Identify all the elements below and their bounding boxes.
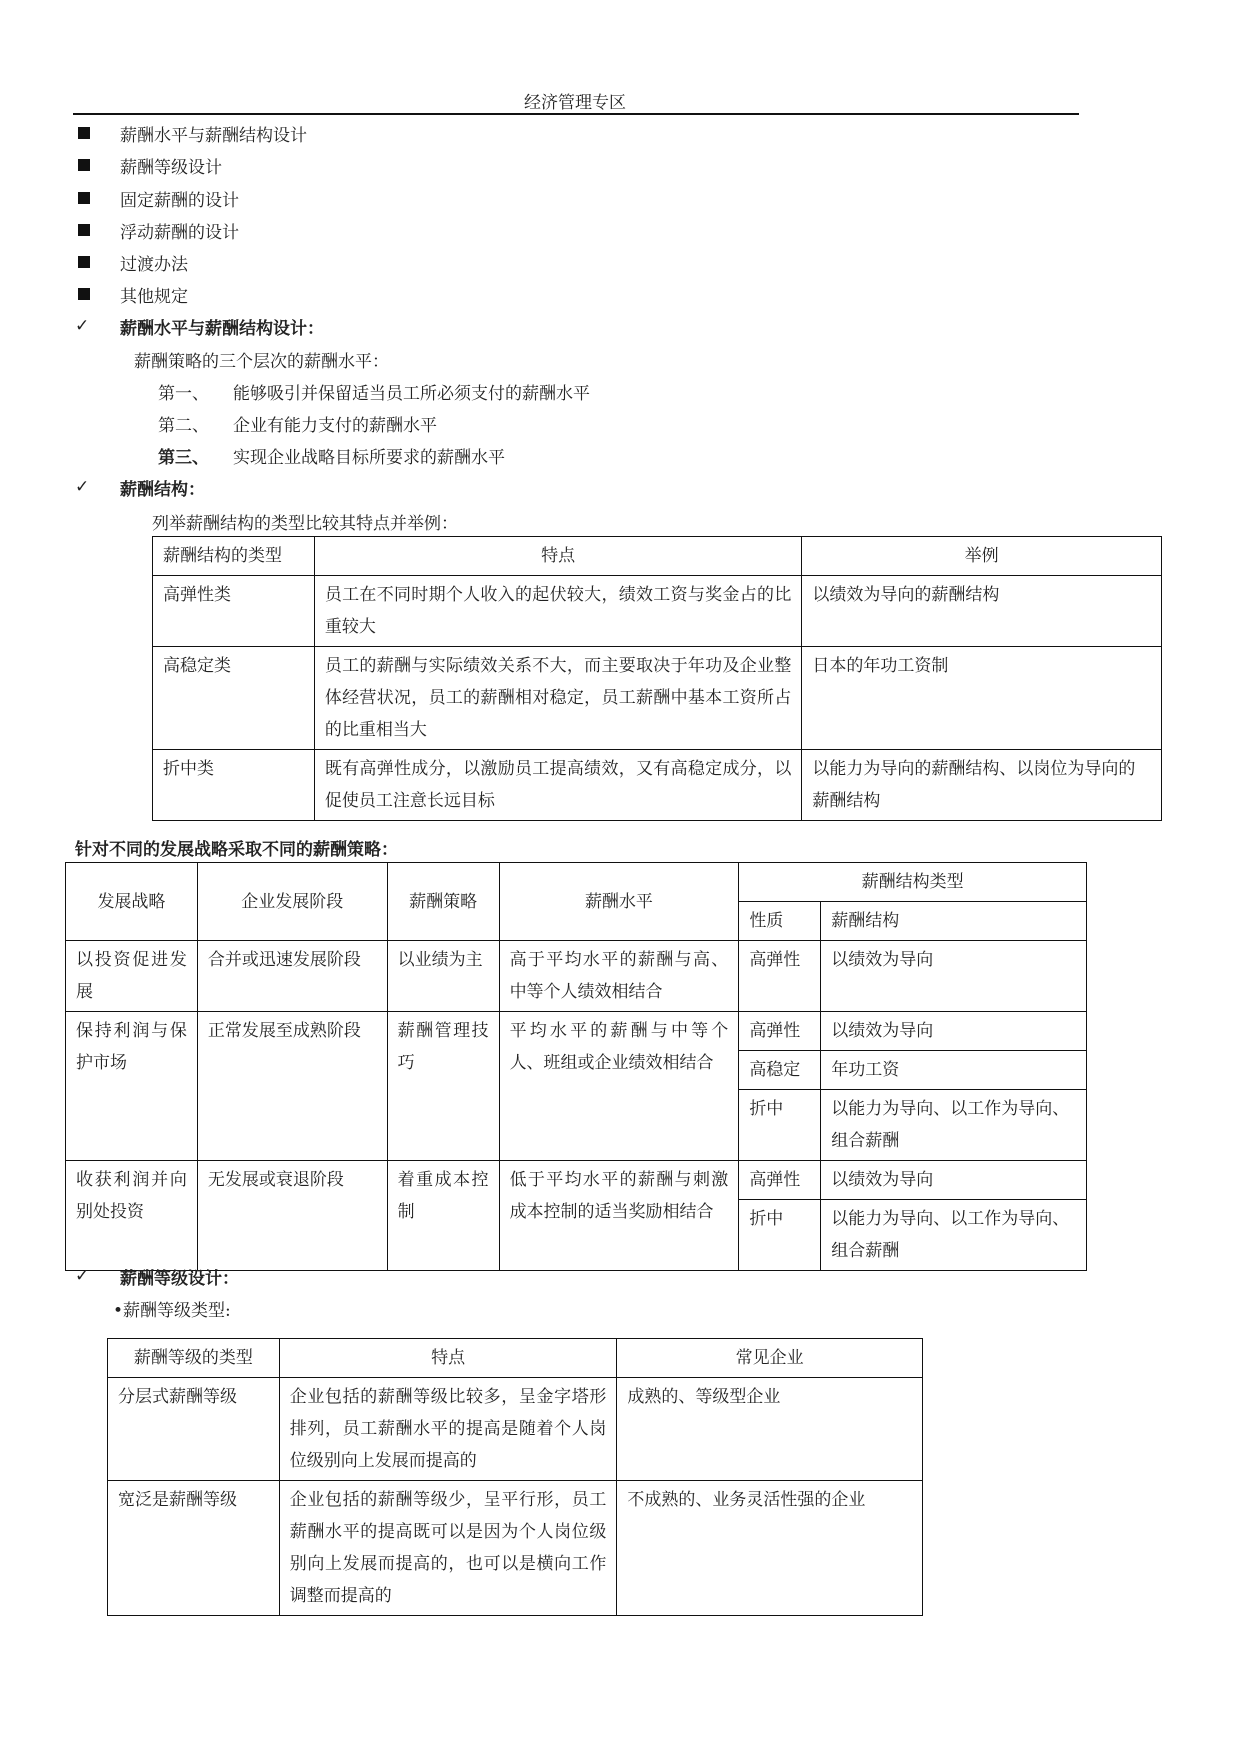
table-header: 薪酬结构类型	[739, 863, 1087, 902]
table-cell: 以能力为导向的薪酬结构、以岗位为导向的薪酬结构	[802, 750, 1162, 821]
table-cell: 收获利润并向别处投资	[66, 1161, 198, 1271]
table-cell: 员工的薪酬与实际绩效关系不大，而主要取决于年功及企业整体经营状况，员工的薪酬相对稳定，员工薪酬中基本工资所占的比重相当大	[314, 647, 801, 750]
table-row	[66, 1161, 1087, 1200]
checkmark-icon: ✓	[75, 1266, 90, 1286]
table-cell: 企业包括的薪酬等级比较多，呈金字塔形排列，员工薪酬水平的提高是随着个人岗位级别向上发展而提高的	[279, 1378, 617, 1481]
table-cell: 以绩效为导向的薪酬结构	[802, 576, 1162, 647]
square-bullet-icon	[78, 127, 90, 139]
table-header: 特点	[314, 537, 801, 576]
level-text: 企业有能力支付的薪酬水平	[233, 416, 437, 436]
table-header: 举例	[802, 537, 1162, 576]
table-row	[66, 941, 1087, 1012]
section-heading: ✓ 薪酬结构：	[75, 477, 205, 500]
table-header: 发展战略	[66, 863, 198, 941]
table-row	[66, 1012, 1087, 1051]
table-cell: 平均水平的薪酬与中等个人、班组或企业绩效相结合	[499, 1012, 739, 1161]
table-header: 性质	[739, 902, 821, 941]
toc-item: 薪酬等级设计	[75, 153, 222, 177]
table-header: 薪酬水平	[499, 863, 739, 941]
table-cell: 高弹性	[739, 941, 821, 1012]
table-row	[108, 1378, 923, 1481]
level-text: 实现企业战略目标所要求的薪酬水平	[233, 448, 505, 468]
table-row	[153, 750, 1162, 821]
table-cell: 折中	[739, 1200, 821, 1271]
header-rule	[73, 113, 1079, 115]
table-cell: 保持利润与保护市场	[66, 1012, 198, 1161]
square-bullet-icon	[78, 288, 90, 300]
table-cell: 企业包括的薪酬等级少，呈平行形，员工薪酬水平的提高既可以是因为个人岗位级别向上发展而提高的，也可以是横向工作调整而提高的	[279, 1481, 617, 1616]
table-header-row	[66, 863, 1087, 902]
table-header-row	[153, 537, 1162, 576]
table-cell: 正常发展至成熟阶段	[197, 1012, 387, 1161]
section-heading: ✓ 薪酬水平与薪酬结构设计：	[75, 316, 324, 339]
table-cell: 以能力为导向、以工作为导向、组合薪酬	[821, 1090, 1087, 1161]
table-header: 薪酬结构	[821, 902, 1087, 941]
table-header: 特点	[279, 1339, 617, 1378]
toc-item: 浮动薪酬的设计	[75, 218, 239, 242]
table-header: 薪酬策略	[387, 863, 499, 941]
checkmark-icon: ✓	[75, 477, 90, 497]
table-header: 薪酬等级的类型	[108, 1339, 280, 1378]
table-cell: 成熟的、等级型企业	[617, 1378, 923, 1481]
toc-item: 固定薪酬的设计	[75, 186, 239, 210]
pay-grade-table	[107, 1338, 923, 1616]
checkmark-icon: ✓	[75, 316, 90, 336]
table-cell: 合并或迅速发展阶段	[197, 941, 387, 1012]
section-heading: 针对不同的发展战略采取不同的薪酬策略：	[75, 840, 398, 860]
table-cell: 以绩效为导向	[821, 941, 1087, 1012]
table-cell: 日本的年功工资制	[802, 647, 1162, 750]
square-bullet-icon	[78, 159, 90, 171]
table-cell: 员工在不同时期个人收入的起伏较大，绩效工资与奖金占的比重较大	[314, 576, 801, 647]
table-cell: 薪酬管理技巧	[387, 1012, 499, 1161]
square-bullet-icon	[78, 192, 90, 204]
table-header: 常见企业	[617, 1339, 923, 1378]
table-cell: 宽泛是薪酬等级	[108, 1481, 280, 1616]
table-row	[108, 1481, 923, 1616]
strategy-table	[65, 862, 1087, 1271]
toc-item: 其他规定	[75, 282, 188, 306]
table-cell: 折中类	[153, 750, 315, 821]
section-intro: •薪酬等级类型:	[113, 1301, 231, 1321]
level-num: 第一、	[158, 384, 209, 404]
table-cell: 无发展或衰退阶段	[197, 1161, 387, 1271]
level-num: 第二、	[158, 416, 209, 436]
table-cell: 以绩效为导向	[821, 1161, 1087, 1200]
section-heading: ✓ 薪酬等级设计：	[75, 1266, 239, 1289]
table-cell: 着重成本控制	[387, 1161, 499, 1271]
level-num: 第三、	[158, 448, 209, 468]
table-cell: 以绩效为导向	[821, 1012, 1087, 1051]
section-intro: 列举薪酬结构的类型比较其特点并举例：	[152, 514, 458, 534]
table-header: 薪酬结构的类型	[153, 537, 315, 576]
toc-item: 薪酬水平与薪酬结构设计	[75, 121, 307, 145]
table-cell: 高弹性	[739, 1161, 821, 1200]
table-cell: 高弹性	[739, 1012, 821, 1051]
section-intro: 薪酬策略的三个层次的薪酬水平：	[134, 352, 389, 372]
table-header: 企业发展阶段	[197, 863, 387, 941]
square-bullet-icon	[78, 224, 90, 236]
table-cell: 既有高弹性成分，以激励员工提高绩效，又有高稳定成分，以促使员工注意长远目标	[314, 750, 801, 821]
level-text: 能够吸引并保留适当员工所必须支付的薪酬水平	[233, 384, 590, 404]
table-cell: 高弹性类	[153, 576, 315, 647]
table-cell: 低于平均水平的薪酬与刺激成本控制的适当奖励相结合	[499, 1161, 739, 1271]
table-cell: 以投资促进发展	[66, 941, 198, 1012]
table-header-row	[108, 1339, 923, 1378]
toc-item: 过渡办法	[75, 250, 188, 274]
table-cell: 以业绩为主	[387, 941, 499, 1012]
table-cell: 不成熟的、业务灵活性强的企业	[617, 1481, 923, 1616]
square-bullet-icon	[78, 256, 90, 268]
table-cell: 分层式薪酬等级	[108, 1378, 280, 1481]
table-cell: 以能力为导向、以工作为导向、组合薪酬	[821, 1200, 1087, 1271]
table-row	[153, 647, 1162, 750]
table-cell: 高稳定类	[153, 647, 315, 750]
table-cell: 折中	[739, 1090, 821, 1161]
pay-structure-table	[152, 536, 1162, 821]
table-row	[153, 576, 1162, 647]
page-header: 经济管理专区	[524, 93, 626, 113]
table-cell: 高于平均水平的薪酬与高、中等个人绩效相结合	[499, 941, 739, 1012]
table-cell: 年功工资	[821, 1051, 1087, 1090]
table-cell: 高稳定	[739, 1051, 821, 1090]
